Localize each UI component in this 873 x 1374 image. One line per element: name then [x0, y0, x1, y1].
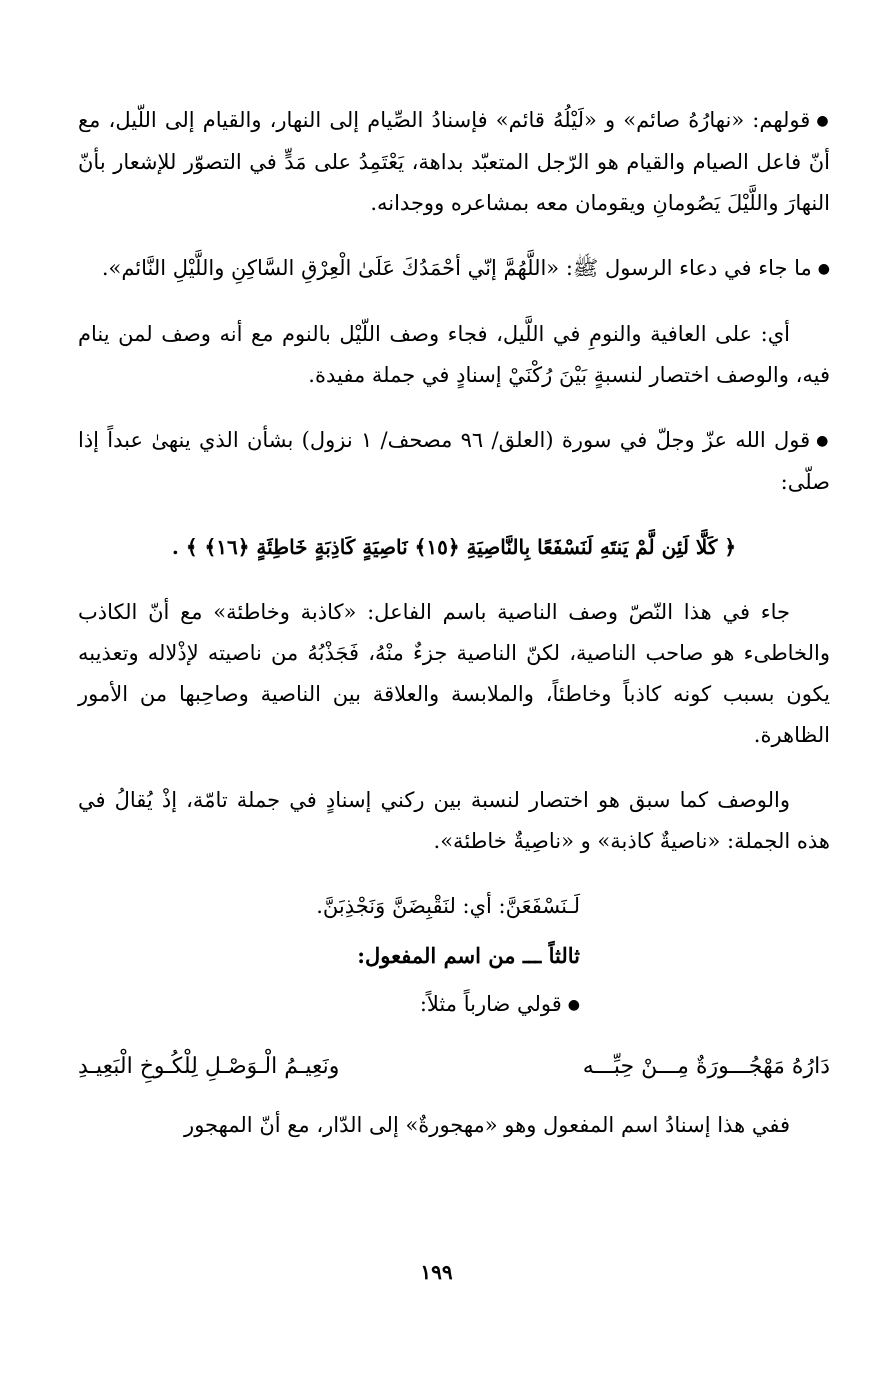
- example-intro-text: قولي ضارباً مثلاً:: [419, 992, 562, 1016]
- bullet-icon: ●: [817, 261, 830, 277]
- poem-second-hemistich: ونَعِيـمُ الْـوَصْـلِ لِلْكُـوخِ الْبَعِيـدِ: [78, 1054, 340, 1079]
- page-number: ١٩٩: [420, 1260, 453, 1284]
- paragraph-dua: [78, 248, 830, 290]
- poem-verse: [78, 1046, 830, 1087]
- word-gloss: لَـنَسْفَعَنَّ: أي: لنَقْبِضَنَّ وَنَجْذِبَنَّ.: [316, 894, 580, 918]
- paragraph-explanation: أي: على العافية والنومِ في اللَّيل، فجاء وصف اللّيْل بالنوم مع أنه وصف لمن ينام فيه، والوصف اختصار لنسبةٍ بَيْنَ رُكْنَيْ إسنادٍ في جملة مفيدة.: [78, 322, 830, 387]
- bullet-icon: ●: [567, 997, 580, 1013]
- bullet-icon: ●: [816, 433, 830, 449]
- paragraph-surah: [78, 420, 830, 503]
- bullet-icon: ●: [816, 113, 831, 129]
- page-body: [78, 100, 830, 1170]
- paragraph-surah-text: قول الله عزّ وجلّ في سورة (العلق/ ٩٦ مصحف/ ١ نزول) بشأن الذي ينهىٰ عبداً إذا صلّى:: [78, 428, 830, 494]
- paragraph-mahjour: ففي هذا إسنادُ اسم المفعول وهو «مهجورةٌ» إلى الدّار، مع أنّ المهجور: [184, 1113, 790, 1137]
- example-intro: [78, 984, 830, 1026]
- paragraph-nasiya: جاء في هذا النّصّ وصف الناصية باسم الفاعل: «كاذبة وخاطئة» مع أنّ الكاذب والخاطىء هو صاحب الناصية، لكنّ الناصية جزءٌ منْهُ، فَجَذْبُهُ من ناصيته لإذْلاله وتعذيبه يكون بسبب كونه كاذباً وخاطئاً، والملابسة والعلاقة بين الناصية وصاحِبها من الأمور الظاهرة.: [78, 600, 830, 747]
- poem-first-hemistich: دَارُهُ مَهْجُـــورَةٌ مِـــنْ حِبِّـــه: [582, 1054, 830, 1079]
- paragraph-nahar: [78, 100, 830, 224]
- paragraph-nahar-text: قولهم: «نهارُهُ صائم» و «لَيْلُهُ قائم» فإسنادُ الصِّيام إلى النهار، والقيام إلى اللّيل، مع أنّ فاعل الصيام والقيام هو الرّجل المتعبّد بداهة، يَعْتَمِدُ على مَدٍّ في التصوّر للإشعار بأنّ النهارَ واللَّيْلَ يَصُومانِ ويقومان معه بمشاعره ووجدانه.: [78, 108, 830, 215]
- paragraph-description: والوصف كما سبق هو اختصار لنسبة بين ركني إسنادٍ في جملة تامّة، إذْ يُقالُ في هذه الجملة: «ناصيةٌ كاذبة» و «ناصِيةٌ خاطئة».: [78, 788, 830, 853]
- paragraph-dua-text: ما جاء في دعاء الرسول ﷺ: «اللَّهُمَّ إنّي أحْمَدُكَ عَلَىٰ الْعِرْقِ السَّاكِنِ واللَّيْلِ النَّائم».: [101, 256, 812, 280]
- quran-verse: ﴿ كَلَّا لَئِن لَّمْ يَنتَهِ لَنَسْفَعًا بِالنَّاصِيَةِ ﴿١٥﴾ نَاصِيَةٍ كَاذِبَةٍ خَاطِئَةٍ ﴿١٦﴾ ﴾ .: [171, 535, 737, 559]
- section-heading: ثالثاً ـــ من اسم المفعول:: [357, 943, 580, 968]
